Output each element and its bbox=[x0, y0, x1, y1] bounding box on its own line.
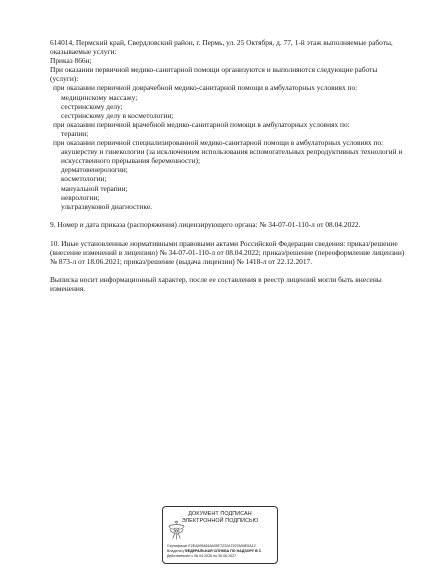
document-paragraph: неврологии; bbox=[61, 192, 100, 202]
stamp-title-line-2: ЭЛЕКТРОННОЙ ПОДПИСЬЮ bbox=[181, 517, 259, 524]
document-paragraph: Приказ 866н; bbox=[50, 56, 92, 66]
owner-value: ФЕДЕРАЛЬНАЯ СЛУЖБА ПО НАДЗОРУ В С bbox=[184, 549, 262, 554]
stamp-title-line-1: ДОКУМЕНТ ПОДПИСАН bbox=[188, 511, 252, 517]
document-paragraph: медицинскому массажу; bbox=[61, 92, 138, 102]
owner-label: Владелец bbox=[167, 549, 184, 554]
russian-coat-of-arms-icon bbox=[167, 520, 186, 542]
document-paragraph: 9. Номер и дата приказа (распоряжения) лицензирующего органа: № 34-07-01-110-л от 08.04.2022. bbox=[50, 220, 361, 230]
paragraph-spacer bbox=[50, 266, 406, 275]
document-paragraph: ультразвуковой диагностике. bbox=[61, 201, 153, 211]
document-paragraph: терапии; bbox=[61, 128, 89, 138]
document-paragraph: при оказании первичной специализированной медико-санитарной помощи в амбулаторных условиях по: bbox=[53, 138, 384, 148]
document-paragraph: При оказании первичной медико-санитарной помощи организуются и выполняются следующие работы (услуги): bbox=[50, 65, 378, 84]
document-body bbox=[50, 38, 406, 294]
document-paragraph: косметологии; bbox=[61, 174, 107, 184]
document-paragraph: мануальной терапии; bbox=[61, 183, 128, 193]
certificate-label: Сертификат bbox=[167, 544, 188, 548]
certificate-value: E2EA5954818A35F7222A72978A5E0A12 bbox=[188, 544, 256, 548]
validity-label: Действителен bbox=[167, 554, 191, 559]
document-paragraph: 614014, Пермский край, Свердловский район, г. Пермь, ул. 25 Октября, д. 77, 1-й этаж выполняемые работы, оказываемые услуги: bbox=[50, 38, 393, 57]
electronic-signature-stamp bbox=[162, 506, 278, 564]
stamp-validity-line bbox=[167, 554, 275, 559]
document-paragraph: при оказании первичной врачебной медико-санитарной помощи в амбулаторных условиях по: bbox=[53, 119, 350, 129]
document-paragraph: сестринскому делу; bbox=[61, 101, 123, 111]
document-paragraph: 10. Иные установленные нормативными правовыми актами Российской Федерации сведения: приказ/решение (внесение изменений в лицензию) № 34-07-01-110-л от 08.04.2022; приказ/решение (переоформление лицензии) № 873-л от 18.06.2021; приказ/решение (выдача лицензии) № 1418-л от 22.12.2017. bbox=[50, 238, 405, 266]
document-paragraph: при оказании первичной доврачебной медико-санитарной помощи в амбулаторных условиях по: bbox=[53, 83, 358, 93]
validity-value: с 06.04.2026 по 30.06.2027 bbox=[191, 554, 237, 559]
stamp-details bbox=[167, 544, 275, 560]
paragraph-spacer bbox=[50, 211, 406, 220]
document-paragraph: дерматовенерологии; bbox=[61, 165, 128, 175]
document-paragraph: акушерству и гинекологии (за исключением использования вспомогательных репродуктивных технологий и искусственного прерывания беременности); bbox=[61, 147, 403, 166]
paragraph-spacer bbox=[50, 229, 406, 238]
document-paragraph: Выписка носит информационный характер, после ее составления в реестр лицензий могли быть внесены изменения. bbox=[50, 275, 382, 294]
document-paragraph: сестринскому делу в косметологии; bbox=[61, 110, 174, 120]
